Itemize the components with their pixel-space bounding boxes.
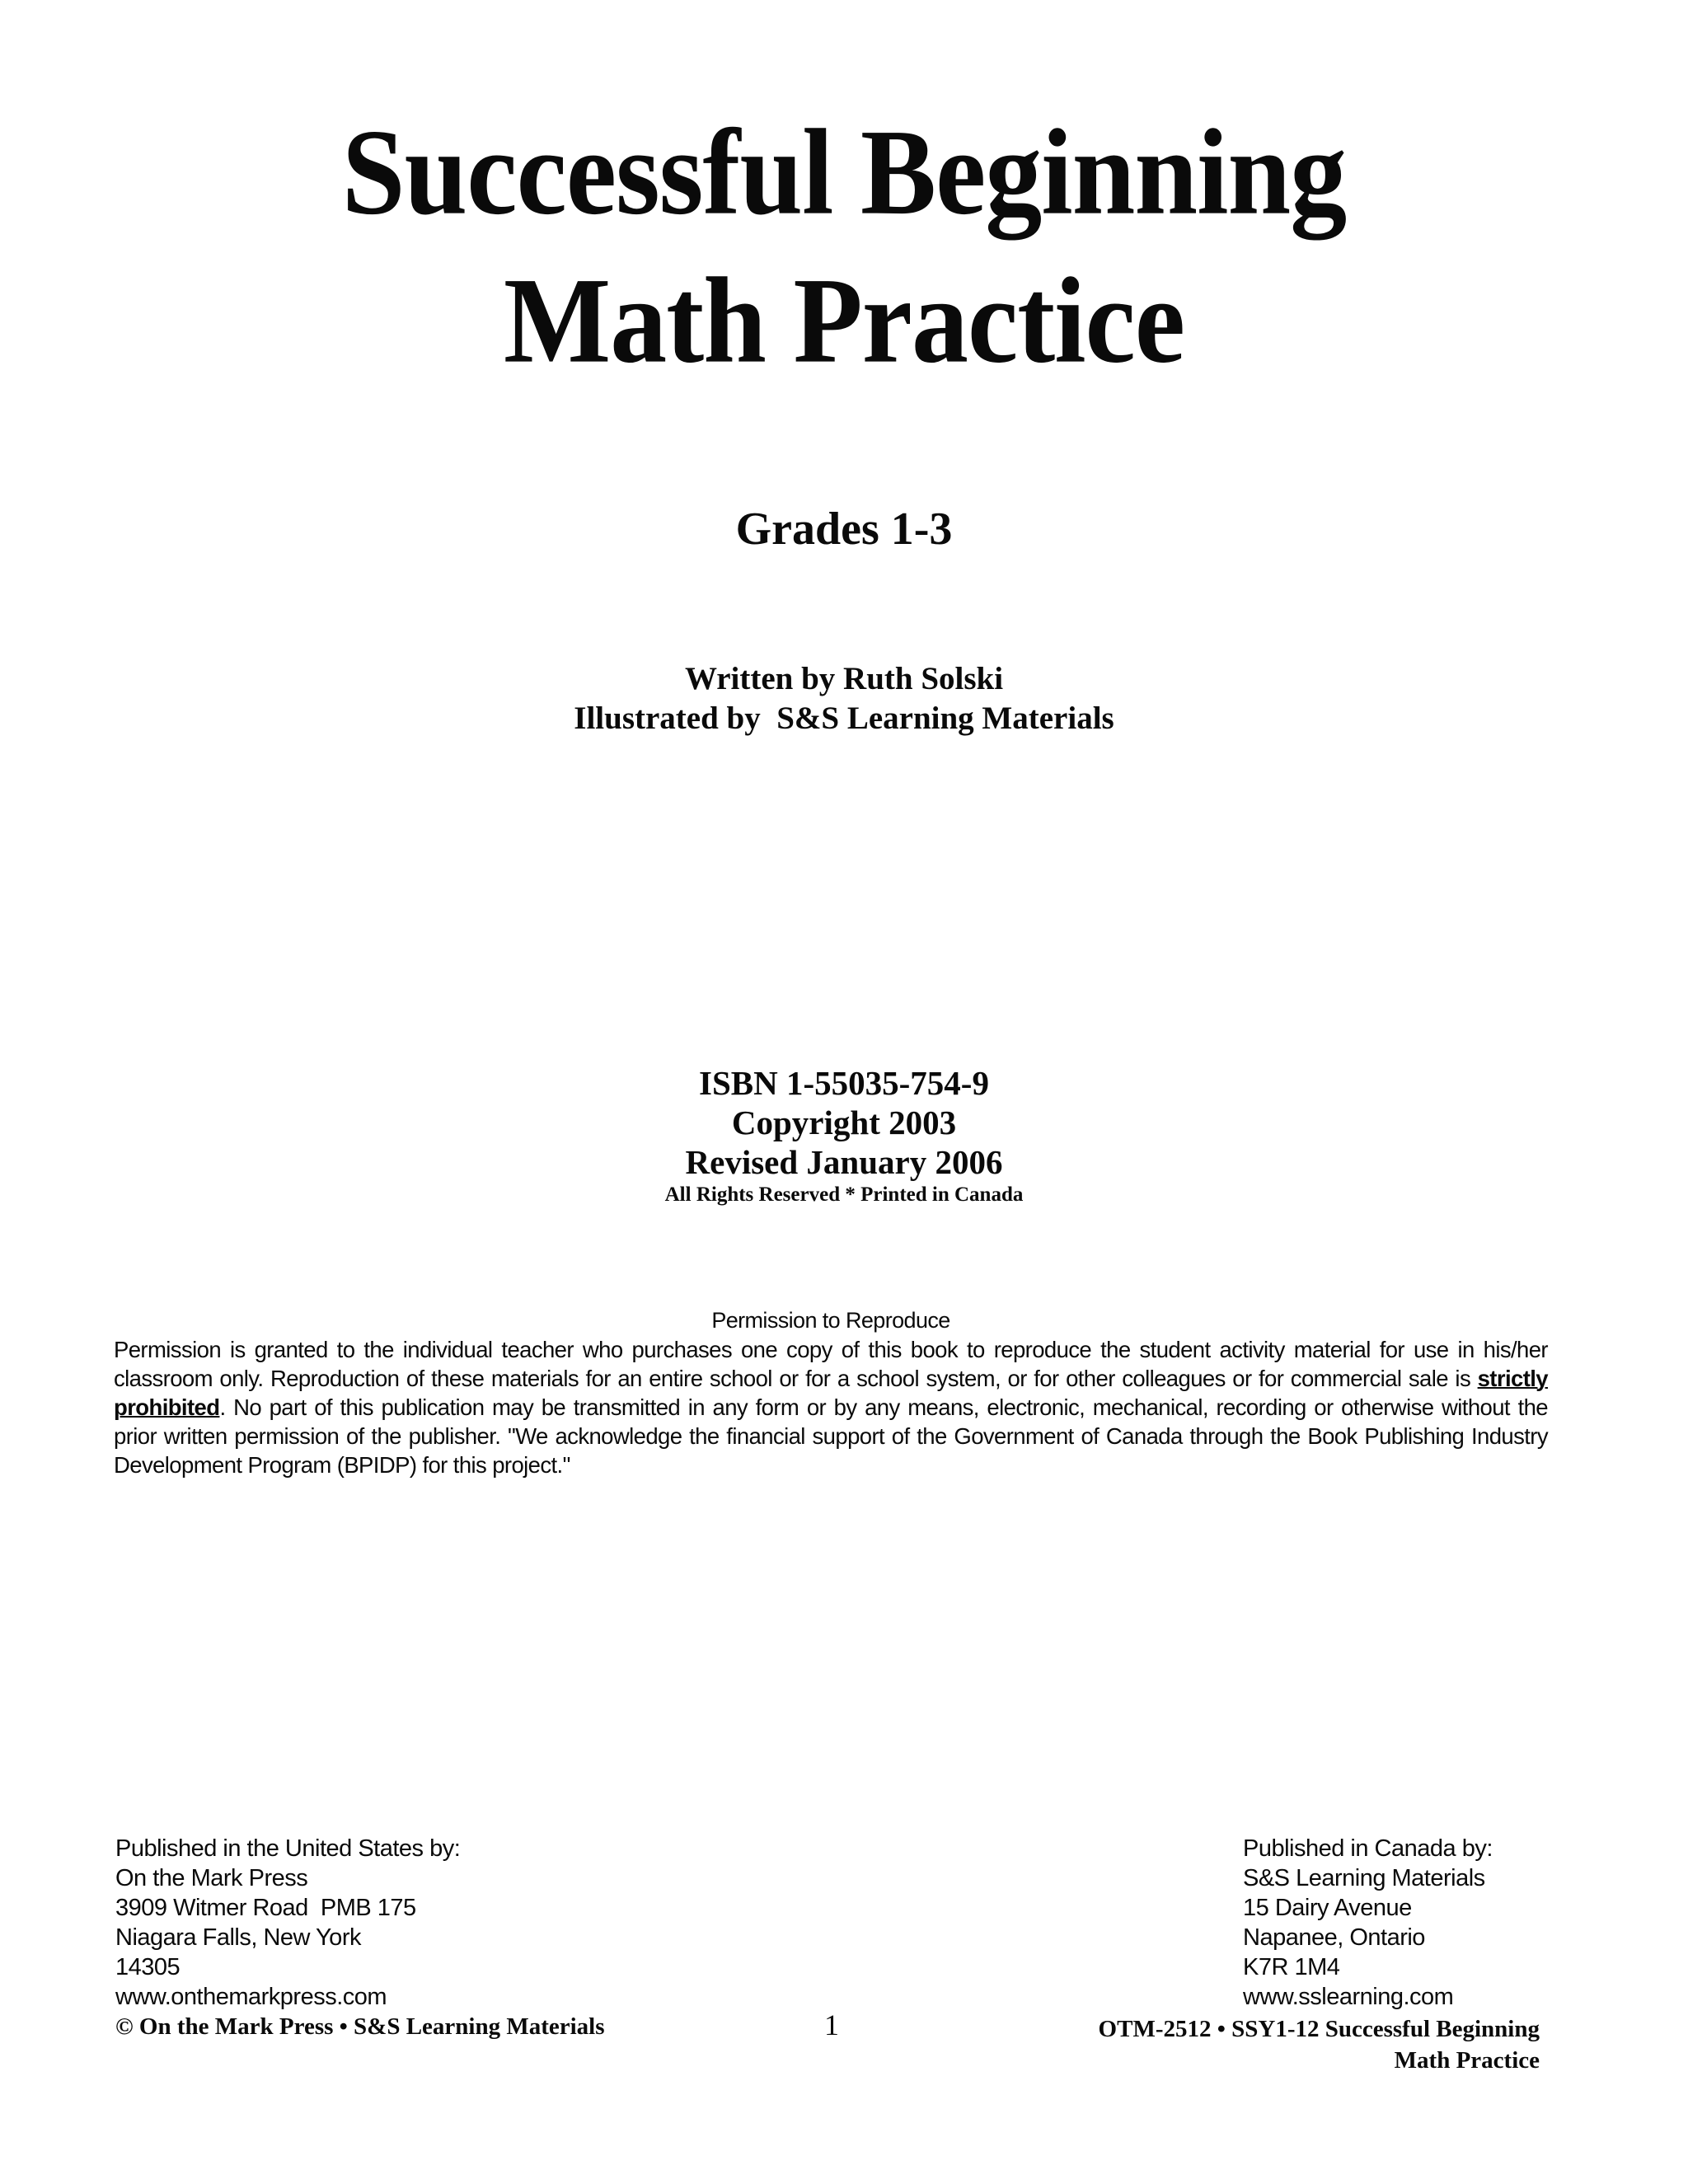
us-publisher-postal: 14305: [115, 1954, 181, 1980]
permission-body: [114, 1335, 1548, 1479]
footer-product-line-2: Math Practice: [1394, 2047, 1540, 2074]
us-publisher-website: www.onthemarkpress.com: [115, 1984, 387, 2010]
author-credit: Written by Ruth Solski: [684, 661, 1004, 696]
us-publisher-heading: Published in the United States by:: [115, 1835, 461, 1862]
copyright-year: Copyright 2003: [731, 1104, 957, 1141]
book-title-line-2: Math Practice: [503, 251, 1185, 389]
permission-emphasis: strictly prohibited: [114, 1366, 1548, 1420]
footer-product-code: [1099, 2013, 1540, 2076]
credits-block: [0, 659, 1688, 738]
us-publisher-city: Niagara Falls, New York: [115, 1924, 361, 1951]
revision-date: Revised January 2006: [685, 1143, 1003, 1181]
canada-publisher-postal: K7R 1M4: [1243, 1954, 1340, 1980]
permission-section: [114, 1306, 1548, 1479]
book-title-line-1: Successful Beginning: [341, 103, 1347, 241]
canada-publisher-name: S&S Learning Materials: [1243, 1865, 1485, 1891]
isbn: ISBN 1-55035-754-9: [699, 1064, 989, 1102]
canada-publisher-street: 15 Dairy Avenue: [1243, 1895, 1412, 1921]
publication-info: [0, 1063, 1688, 1208]
grade-level: Grades 1-3: [735, 504, 953, 555]
canada-publisher-website: www.sslearning.com: [1243, 1984, 1454, 2010]
us-publisher-street: 3909 Witmer Road PMB 175: [115, 1895, 416, 1921]
illustrator-credit: Illustrated by S&S Learning Materials: [574, 701, 1114, 736]
canada-publisher-city: Napanee, Ontario: [1243, 1924, 1425, 1951]
us-publisher-name: On the Mark Press: [115, 1865, 308, 1891]
us-publisher-address: [115, 1834, 460, 2012]
canada-publisher-heading: Published in Canada by:: [1243, 1835, 1493, 1862]
permission-text-2: . No part of this publication may be transmitted in any form or by any means, electronic, mechanical, recording or otherwise without the prior written permission of the publisher. "We acknowledge the financial support of the Government of Canada through the Book Publishing Industry Development Program (BPIDP) for this project.": [114, 1394, 1548, 1478]
footer-copyright: © On the Mark Press • S&S Learning Materials: [115, 2013, 605, 2040]
rights-notice: All Rights Reserved * Printed in Canada: [664, 1183, 1024, 1206]
canada-publisher-address: [1243, 1834, 1493, 2012]
permission-text-1: Permission is granted to the individual teacher who purchases one copy of this book to reproduce the student activity material for use in his/her classroom only. Reproduction of these materials for an entire school or for a school system, or for other colleagues or for commercial sale is: [114, 1337, 1548, 1391]
permission-heading: Permission to Reproduce: [711, 1308, 950, 1333]
footer-product-line-1: OTM-2512 • SSY1-12 Successful Beginning: [1098, 2016, 1540, 2042]
page-number: 1: [824, 2008, 839, 2041]
